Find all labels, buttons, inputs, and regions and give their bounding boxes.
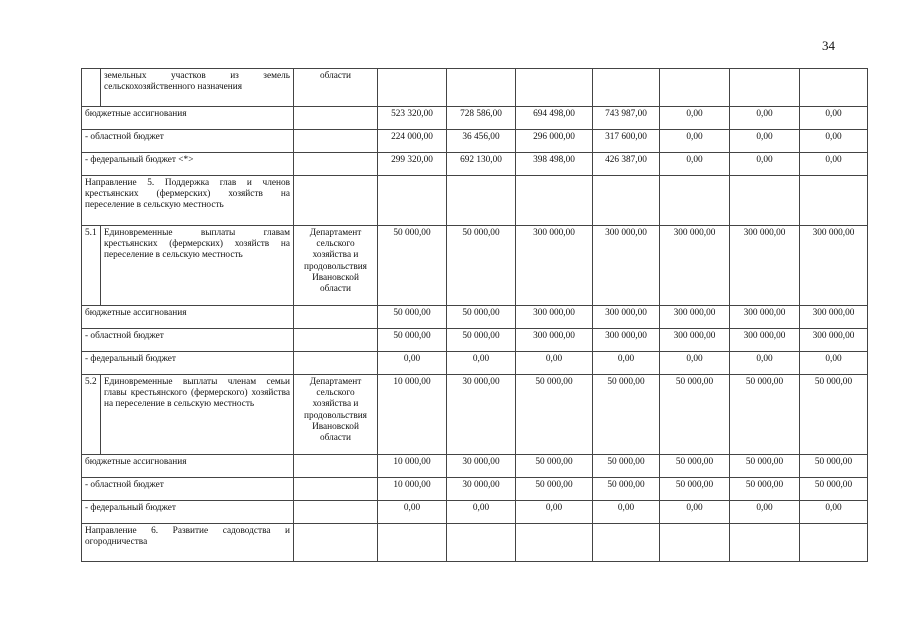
funding-source-label: - федеральный бюджет — [82, 501, 294, 524]
table-row — [82, 375, 868, 455]
funding-source-label: бюджетные ассигнования — [82, 107, 294, 130]
amount-cell: 50 000,00 — [730, 478, 800, 501]
executor-cell: области — [294, 69, 378, 107]
table-row — [82, 329, 868, 352]
amount-cell: 50 000,00 — [800, 455, 868, 478]
amount-cell: 300 000,00 — [660, 329, 730, 352]
amount-cell — [516, 176, 593, 226]
funding-source-label: - областной бюджет — [82, 130, 294, 153]
amount-cell — [593, 176, 660, 226]
amount-cell: 0,00 — [447, 501, 516, 524]
amount-cell: 50 000,00 — [660, 375, 730, 455]
amount-cell: 0,00 — [800, 107, 868, 130]
amount-cell: 0,00 — [800, 352, 868, 375]
amount-cell: 694 498,00 — [516, 107, 593, 130]
amount-cell: 50 000,00 — [800, 478, 868, 501]
amount-cell: 10 000,00 — [378, 375, 447, 455]
code-cell — [82, 69, 101, 107]
amount-cell: 0,00 — [378, 352, 447, 375]
amount-cell: 50 000,00 — [447, 226, 516, 306]
funding-source-label: - федеральный бюджет — [82, 352, 294, 375]
funding-source-label: - областной бюджет — [82, 478, 294, 501]
table-row — [82, 455, 868, 478]
amount-cell: 30 000,00 — [447, 455, 516, 478]
amount-cell: 50 000,00 — [800, 375, 868, 455]
amount-cell: 30 000,00 — [447, 478, 516, 501]
amount-cell: 0,00 — [516, 352, 593, 375]
amount-cell — [516, 524, 593, 562]
amount-cell: 300 000,00 — [800, 226, 868, 306]
amount-cell: 317 600,00 — [593, 130, 660, 153]
executor-cell — [294, 306, 378, 329]
amount-cell: 0,00 — [660, 352, 730, 375]
table-body — [82, 69, 868, 562]
amount-cell: 224 000,00 — [378, 130, 447, 153]
amount-cell — [660, 69, 730, 107]
amount-cell: 300 000,00 — [730, 329, 800, 352]
executor-cell: Департамент сельского хозяйства и продовольствия Ивановской области — [294, 375, 378, 455]
amount-cell: 300 000,00 — [593, 226, 660, 306]
amount-cell: 300 000,00 — [593, 329, 660, 352]
amount-cell: 50 000,00 — [593, 478, 660, 501]
executor-cell: Департамент сельского хозяйства и продовольствия Ивановской области — [294, 226, 378, 306]
amount-cell: 692 130,00 — [447, 153, 516, 176]
amount-cell: 50 000,00 — [447, 329, 516, 352]
table-row — [82, 226, 868, 306]
amount-cell — [447, 524, 516, 562]
amount-cell: 0,00 — [593, 501, 660, 524]
amount-cell: 50 000,00 — [660, 455, 730, 478]
amount-cell: 300 000,00 — [730, 226, 800, 306]
amount-cell: 0,00 — [800, 130, 868, 153]
executor-cell — [294, 478, 378, 501]
item-code: 5.1 — [82, 226, 101, 306]
executor-cell — [294, 153, 378, 176]
amount-cell — [378, 524, 447, 562]
amount-cell: 300 000,00 — [516, 306, 593, 329]
table-row — [82, 501, 868, 524]
amount-cell: 296 000,00 — [516, 130, 593, 153]
amount-cell — [730, 524, 800, 562]
amount-cell: 50 000,00 — [516, 455, 593, 478]
amount-cell: 299 320,00 — [378, 153, 447, 176]
amount-cell: 0,00 — [730, 352, 800, 375]
amount-cell: 743 987,00 — [593, 107, 660, 130]
amount-cell: 426 387,00 — [593, 153, 660, 176]
executor-cell — [294, 524, 378, 562]
amount-cell — [660, 176, 730, 226]
budget-table — [81, 68, 868, 562]
amount-cell — [447, 176, 516, 226]
executor-cell — [294, 352, 378, 375]
amount-cell — [516, 69, 593, 107]
amount-cell — [378, 69, 447, 107]
amount-cell — [378, 176, 447, 226]
direction-title: Направление 6. Развитие садоводства и огородничества — [82, 524, 294, 562]
item-code: 5.2 — [82, 375, 101, 455]
amount-cell: 50 000,00 — [516, 375, 593, 455]
executor-cell — [294, 455, 378, 478]
executor-cell — [294, 130, 378, 153]
executor-cell — [294, 107, 378, 130]
amount-cell: 50 000,00 — [378, 306, 447, 329]
amount-cell: 50 000,00 — [378, 226, 447, 306]
amount-cell: 300 000,00 — [660, 226, 730, 306]
amount-cell: 0,00 — [660, 130, 730, 153]
table-row — [82, 176, 868, 226]
amount-cell: 523 320,00 — [378, 107, 447, 130]
amount-cell: 300 000,00 — [730, 306, 800, 329]
amount-cell: 10 000,00 — [378, 455, 447, 478]
amount-cell: 50 000,00 — [660, 478, 730, 501]
funding-source-label: бюджетные ассигнования — [82, 306, 294, 329]
amount-cell — [593, 524, 660, 562]
amount-cell: 0,00 — [660, 153, 730, 176]
amount-cell: 0,00 — [447, 352, 516, 375]
amount-cell — [730, 176, 800, 226]
table-row — [82, 153, 868, 176]
direction-title: Направление 5. Поддержка глав и членов крестьянских (фермерских) хозяйств на переселение в сельскую местность — [82, 176, 294, 226]
amount-cell — [800, 524, 868, 562]
amount-cell: 0,00 — [730, 153, 800, 176]
measure-description: Единовременные выплаты главам крестьянских (фермерских) хозяйств на переселение в сельскую местность — [101, 226, 294, 306]
amount-cell: 398 498,00 — [516, 153, 593, 176]
funding-source-label: - федеральный бюджет <*> — [82, 153, 294, 176]
amount-cell: 0,00 — [730, 107, 800, 130]
amount-cell — [730, 69, 800, 107]
executor-cell — [294, 176, 378, 226]
amount-cell — [447, 69, 516, 107]
amount-cell: 0,00 — [516, 501, 593, 524]
amount-cell: 0,00 — [660, 501, 730, 524]
amount-cell: 50 000,00 — [730, 455, 800, 478]
amount-cell: 300 000,00 — [593, 306, 660, 329]
amount-cell: 300 000,00 — [516, 329, 593, 352]
amount-cell: 0,00 — [730, 130, 800, 153]
amount-cell: 300 000,00 — [660, 306, 730, 329]
table-row — [82, 478, 868, 501]
amount-cell — [800, 176, 868, 226]
amount-cell: 728 586,00 — [447, 107, 516, 130]
amount-cell: 50 000,00 — [730, 375, 800, 455]
executor-cell — [294, 329, 378, 352]
measure-description: земельных участков из земель сельскохозяйственного назначения — [101, 69, 294, 107]
amount-cell — [593, 69, 660, 107]
amount-cell: 300 000,00 — [516, 226, 593, 306]
amount-cell: 50 000,00 — [378, 329, 447, 352]
executor-cell — [294, 501, 378, 524]
table-row — [82, 69, 868, 107]
amount-cell: 300 000,00 — [800, 329, 868, 352]
table-row — [82, 107, 868, 130]
page-number: 34 — [822, 38, 835, 53]
amount-cell: 300 000,00 — [800, 306, 868, 329]
amount-cell — [800, 69, 868, 107]
amount-cell: 50 000,00 — [516, 478, 593, 501]
amount-cell: 30 000,00 — [447, 375, 516, 455]
amount-cell: 50 000,00 — [593, 375, 660, 455]
amount-cell: 36 456,00 — [447, 130, 516, 153]
funding-source-label: - областной бюджет — [82, 329, 294, 352]
measure-description: Единовременные выплаты членам семьи главы крестьянского (фермерского) хозяйства на переселение в сельскую местность — [101, 375, 294, 455]
table-row — [82, 306, 868, 329]
table-row — [82, 130, 868, 153]
amount-cell: 50 000,00 — [447, 306, 516, 329]
table-row — [82, 524, 868, 562]
amount-cell — [660, 524, 730, 562]
funding-source-label: бюджетные ассигнования — [82, 455, 294, 478]
amount-cell: 0,00 — [800, 153, 868, 176]
amount-cell: 0,00 — [730, 501, 800, 524]
amount-cell: 50 000,00 — [593, 455, 660, 478]
table-row — [82, 352, 868, 375]
amount-cell: 0,00 — [378, 501, 447, 524]
amount-cell: 0,00 — [800, 501, 868, 524]
amount-cell: 0,00 — [660, 107, 730, 130]
amount-cell: 10 000,00 — [378, 478, 447, 501]
amount-cell: 0,00 — [593, 352, 660, 375]
